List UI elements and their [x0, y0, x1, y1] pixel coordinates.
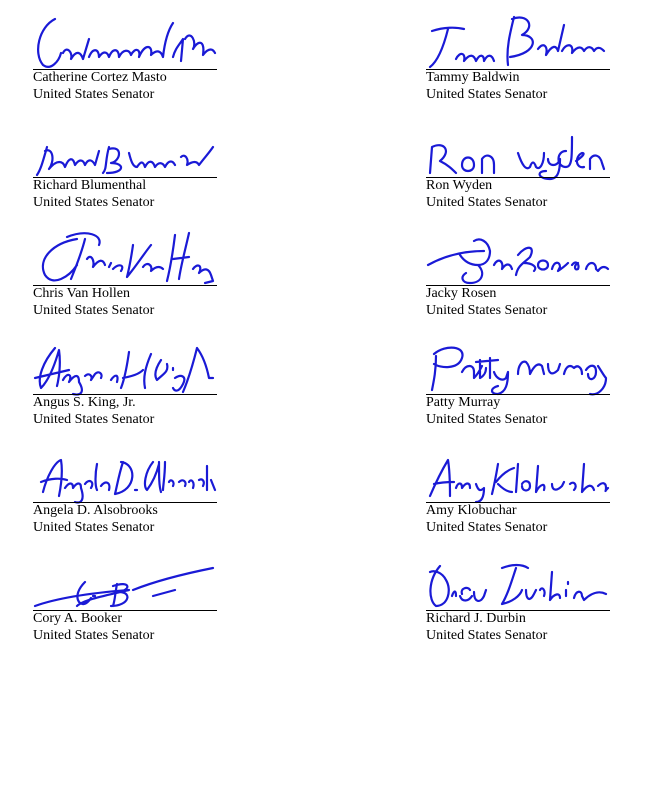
signer-title: United States Senator	[426, 303, 548, 318]
signature-block-cortez-masto	[33, 9, 217, 102]
signer-name: Richard J. Durbin	[426, 611, 526, 626]
handwritten-signature-king	[33, 334, 217, 396]
signer-title: United States Senator	[33, 520, 155, 535]
signer-title: United States Senator	[33, 195, 155, 210]
signer-name: Cory A. Booker	[33, 611, 123, 626]
signer-title: United States Senator	[426, 520, 548, 535]
signer-title: United States Senator	[33, 303, 155, 318]
signer-name: Catherine Cortez Masto	[33, 70, 167, 85]
signature-block-king	[33, 334, 217, 427]
signer-title: United States Senator	[426, 195, 548, 210]
signer-title: United States Senator	[426, 87, 548, 102]
handwritten-signature-klobuchar	[426, 442, 610, 504]
signer-title: United States Senator	[426, 412, 548, 427]
signature-block-blumenthal	[33, 117, 217, 210]
signature-block-wyden	[426, 117, 610, 210]
signer-title: United States Senator	[33, 628, 155, 643]
signer-name: Jacky Rosen	[426, 286, 497, 301]
signature-block-booker	[33, 550, 217, 643]
handwritten-signature-baldwin	[426, 9, 610, 71]
signer-name: Angus S. King, Jr.	[33, 395, 136, 410]
signature-block-murray	[426, 334, 610, 427]
handwritten-signature-murray	[426, 334, 610, 396]
signer-name: Tammy Baldwin	[426, 70, 520, 85]
handwritten-signature-blumenthal	[33, 117, 217, 179]
handwritten-signature-booker	[33, 550, 217, 612]
signature-block-alsobrooks	[33, 442, 217, 535]
signer-name: Amy Klobuchar	[426, 503, 517, 518]
signer-name: Patty Murray	[426, 395, 501, 410]
signature-block-rosen	[426, 225, 610, 318]
handwritten-signature-durbin	[426, 550, 610, 612]
signer-title: United States Senator	[426, 628, 548, 643]
signer-title: United States Senator	[33, 87, 155, 102]
handwritten-signature-alsobrooks	[33, 442, 217, 504]
signature-block-van-hollen	[33, 225, 217, 318]
handwritten-signature-van-hollen	[33, 225, 217, 287]
signature-block-klobuchar	[426, 442, 610, 535]
signer-title: United States Senator	[33, 412, 155, 427]
signer-name: Ron Wyden	[426, 178, 493, 193]
handwritten-signature-wyden	[426, 117, 610, 179]
signature-block-baldwin	[426, 9, 610, 102]
signature-block-durbin	[426, 550, 610, 643]
signer-name: Chris Van Hollen	[33, 286, 130, 301]
signer-name: Richard Blumenthal	[33, 178, 147, 193]
signer-name: Angela D. Alsobrooks	[33, 503, 158, 518]
handwritten-signature-rosen	[426, 225, 610, 287]
handwritten-signature-cortez-masto	[33, 9, 217, 71]
